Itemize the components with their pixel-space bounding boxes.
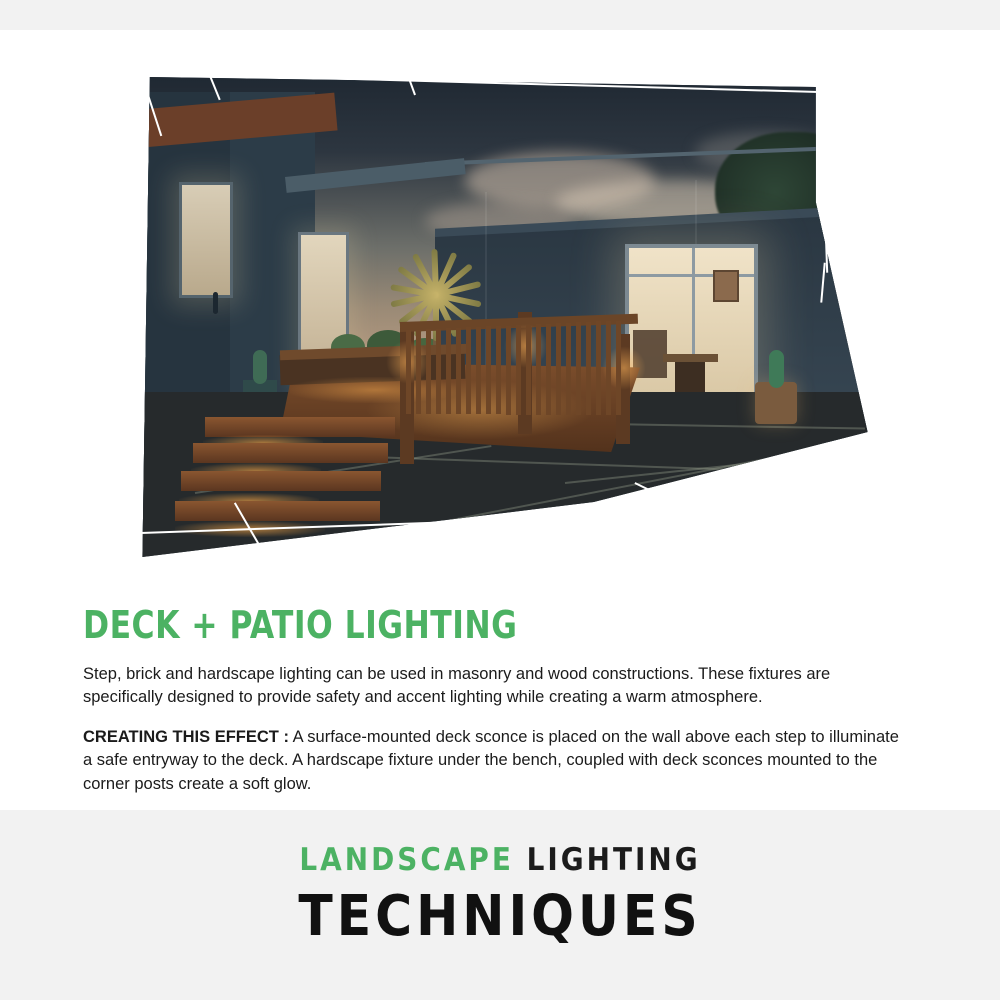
step-light-glow [175, 521, 325, 537]
railing-baluster [556, 323, 561, 415]
deck-railing [400, 300, 655, 450]
step-tread [205, 417, 395, 437]
railing-baluster [596, 321, 601, 415]
railing-baluster [526, 325, 531, 415]
creating-effect-paragraph [83, 726, 911, 796]
interior-table [663, 354, 718, 362]
railing-baluster [466, 327, 471, 414]
description-paragraph: Step, brick and hardscape lighting can be used in masonry and wood constructions. These fixtures are specifically designed to provide safety and accent lighting while creating a warm atmosphere. [83, 665, 831, 707]
deck-steps [175, 417, 395, 537]
footer-line-one [0, 842, 1000, 878]
step-tread [193, 443, 388, 463]
text-content [83, 603, 913, 812]
railing-baluster [446, 328, 451, 414]
railing-baluster [406, 330, 411, 414]
railing-baluster [436, 329, 441, 415]
interior-stool [675, 362, 705, 392]
door-handle [213, 292, 218, 314]
footer [0, 810, 1000, 1000]
railing-baluster [546, 324, 551, 415]
interior-artwork [713, 270, 739, 302]
cactus-left [253, 350, 267, 384]
railing-baluster [566, 323, 571, 415]
railing-baluster [496, 326, 501, 415]
scene-clip [135, 62, 875, 562]
creating-effect-label: CREATING THIS EFFECT : [83, 727, 289, 746]
creating-effect-text: A surface-mounted deck sconce is placed on the wall above each step to illuminate a safe entryway to the deck. A hardscape fixture under the bench, coupled with deck sconces mounted to the corner posts create a soft glow. [83, 727, 899, 793]
railing-baluster [616, 321, 621, 416]
railing-baluster [576, 322, 581, 415]
night-scene [135, 62, 875, 562]
lit-window [179, 182, 233, 298]
railing-baluster [476, 327, 481, 415]
railing-baluster [536, 324, 541, 415]
cactus-right [769, 350, 784, 388]
footer-word-lighting: LIGHTING [526, 842, 701, 878]
railing-baluster [486, 326, 491, 414]
railing-baluster [606, 321, 611, 415]
railing-baluster [426, 329, 431, 414]
railing-baluster [416, 330, 421, 415]
step-tread [175, 501, 380, 521]
step-tread [181, 471, 381, 491]
planter-pot-right [755, 382, 797, 424]
page-title: DECK + PATIO LIGHTING [83, 603, 518, 647]
footer-word-landscape: LANDSCAPE [299, 842, 514, 878]
railing-baluster [586, 322, 591, 415]
railing-baluster [456, 328, 461, 415]
paver-joint [635, 515, 875, 534]
footer-line-two: TECHNIQUES [298, 884, 702, 949]
railing-baluster [516, 325, 521, 415]
railing-baluster [506, 326, 511, 415]
deck-patio-lighting-rendering [135, 62, 875, 562]
